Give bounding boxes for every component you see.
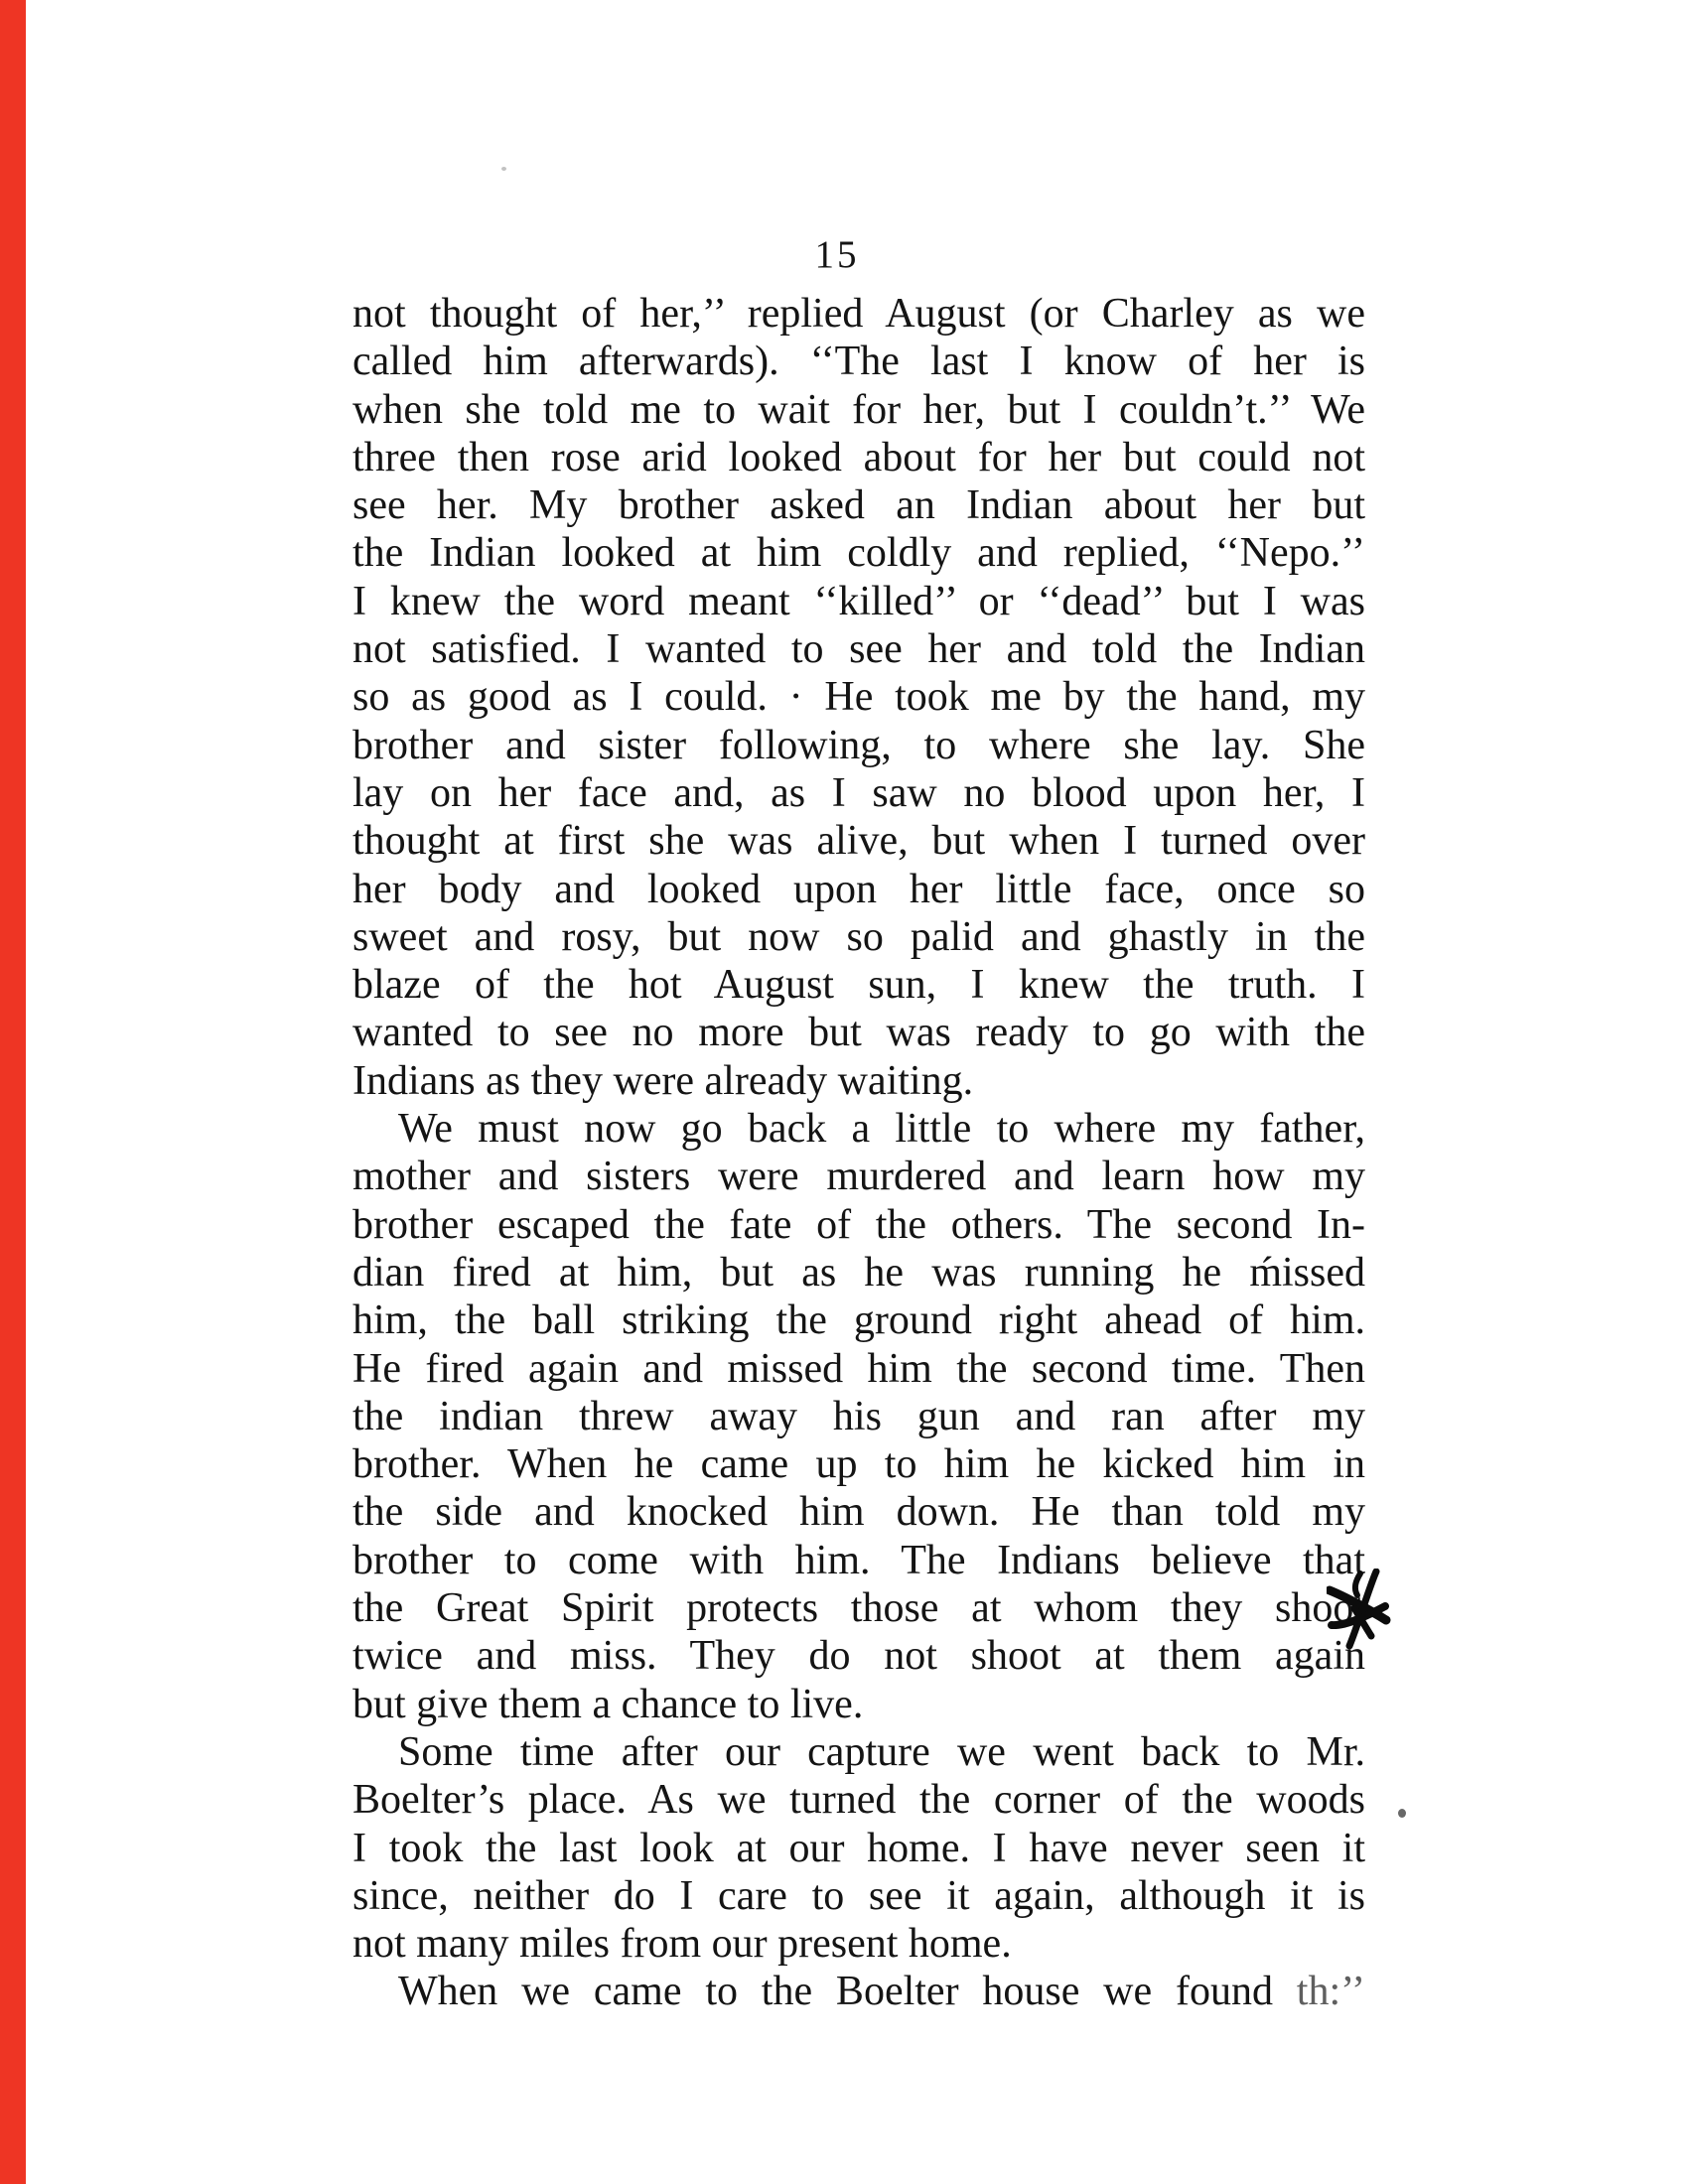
text-line: her body and looked upon her little face, once so — [352, 866, 1365, 912]
text-line: Boelter’s place. As we turned the corner of the woods — [352, 1777, 1365, 1824]
text-line: when she told me to wait for her, but I couldn’t.’’ We — [352, 386, 1365, 433]
text-line: mother and sisters were murdered and learn how my — [352, 1154, 1365, 1200]
text-line: He fired again and missed him the second time. Then — [352, 1345, 1365, 1392]
text-line: not thought of her,’’ replied August (or Charley as we — [352, 291, 1365, 337]
text-line: I knew the word meant ‘‘killed’’ or ‘‘dead’’ but I was — [352, 578, 1365, 624]
text-line: brother escaped the fate of the others. The second In- — [352, 1201, 1365, 1248]
faint-print-fragment: th:’’ — [1296, 1969, 1365, 2015]
text-line: so as good as I could. · He took me by the hand, my — [352, 674, 1365, 721]
text-line: blaze of the hot August sun, I knew the truth. I — [352, 962, 1365, 1009]
text-line-paragraph-start: When we came to the Boelter house we found th:’’ — [398, 1969, 1365, 2015]
text-line: not many miles from our present home. — [352, 1921, 1012, 1968]
text-line: brother to come with him. The Indians believe that — [352, 1537, 1365, 1583]
text-line: I took the last look at our home. I have never seen it — [352, 1825, 1365, 1871]
text-line: dian fired at him, but as he was running he ḿissed — [352, 1249, 1365, 1296]
text-line: brother and sister following, to where she lay. She — [352, 722, 1365, 768]
text-line: twice and miss. They do not shoot at them again — [352, 1633, 1365, 1680]
left-edge-red-stripe — [0, 0, 26, 2184]
text-line-with-margin-star: the Great Spirit protects those at whom they shoot — [352, 1585, 1365, 1632]
page-number: 15 — [814, 233, 860, 276]
text-line: the side and knocked him down. He than told my — [352, 1489, 1365, 1536]
text-line: the Indian looked at him coldly and replied, ‘‘Nepo.’’ — [352, 530, 1365, 577]
text-line: wanted to see no more but was ready to go with the — [352, 1010, 1365, 1056]
text-line: lay on her face and, as I saw no blood upon her, I — [352, 769, 1365, 816]
text-line: see her. My brother asked an Indian about her but — [352, 482, 1365, 529]
text-line: thought at first she was alive, but when I turned over — [352, 818, 1365, 865]
paper-speck — [501, 167, 506, 171]
text-line: called him afterwards). ‘‘The last I know of her is — [352, 339, 1365, 385]
body-text — [352, 290, 1365, 2016]
text-line: sweet and rosy, but now so palid and ghastly in the — [352, 913, 1365, 960]
margin-ink-dot — [1398, 1809, 1406, 1818]
text-line: him, the ball striking the ground right ahead of him. — [352, 1297, 1365, 1344]
margin-asterisk-icon — [1327, 1569, 1392, 1650]
text-line: not satisfied. I wanted to see her and told the Indian — [352, 626, 1365, 673]
text-line-paragraph-start: Some time after our capture we went back to Mr. — [398, 1728, 1365, 1775]
text-line: brother. When he came up to him he kicked him in — [352, 1441, 1365, 1488]
text-line: but give them a chance to live. — [352, 1681, 864, 1727]
text-line: since, neither do I care to see it again, although it is — [352, 1872, 1365, 1919]
text-line: three then rose arid looked about for her but could not — [352, 434, 1365, 480]
text-line: the indian threw away his gun and ran after my — [352, 1393, 1365, 1439]
text-line-paragraph-start: We must now go back a little to where my father, — [398, 1106, 1365, 1153]
text-line: Indians as they were already waiting. — [352, 1057, 974, 1104]
